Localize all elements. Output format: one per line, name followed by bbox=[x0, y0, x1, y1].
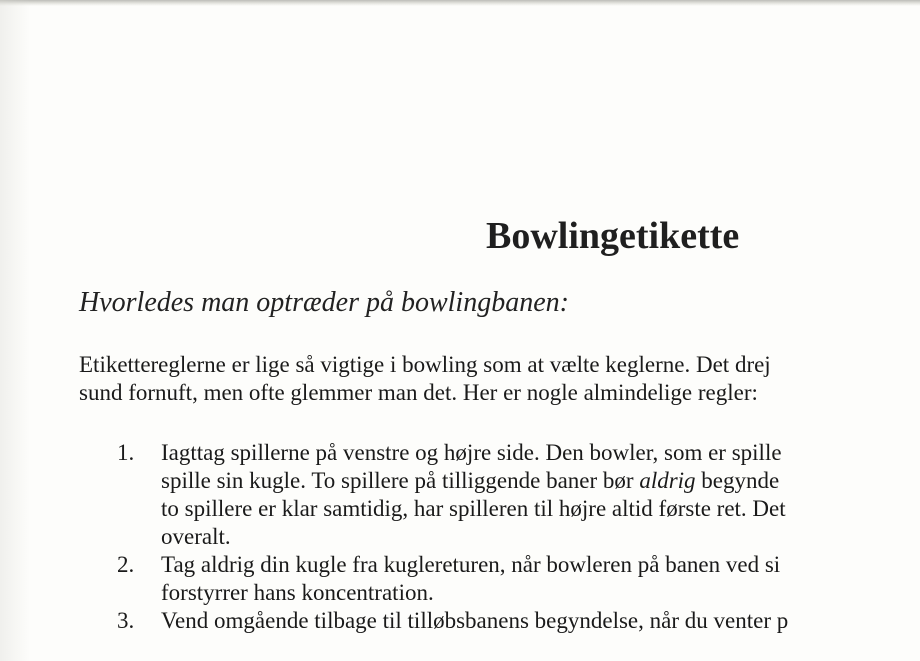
rule-text: spille sin kugle. To spillere på tilliggende baner bør bbox=[161, 468, 640, 493]
rule-line: forstyrrer hans koncentration. bbox=[161, 580, 434, 605]
rule-line: Iagttag spillerne på venstre og højre side. Den bowler, som er spille bbox=[161, 440, 782, 465]
rule-item bbox=[0, 551, 788, 607]
document-subtitle: Hvorledes man optræder på bowlingbanen: bbox=[79, 287, 569, 318]
rule-line: Vend omgående tilbage til tilløbsbanens begyndelse, når du venter p bbox=[161, 608, 789, 633]
rule-text: begynde bbox=[695, 468, 780, 493]
rule-number: 1. bbox=[117, 440, 135, 465]
document-title: Bowlingetikette bbox=[486, 215, 740, 257]
rule-item bbox=[0, 439, 788, 551]
intro-line: sund fornuft, men ofte glemmer man det. Her er nogle almindelige regler: bbox=[79, 380, 758, 405]
intro-line: Etikettereglerne er lige så vigtige i bowling som at vælte keglerne. Det drej bbox=[79, 352, 771, 377]
rule-line: overalt. bbox=[161, 524, 231, 549]
rule-emphasis: aldrig bbox=[639, 468, 696, 493]
rule-number: 2. bbox=[117, 552, 135, 577]
rules-list bbox=[0, 439, 788, 635]
rule-number: 3. bbox=[117, 608, 135, 633]
intro-paragraph bbox=[79, 351, 771, 407]
rule-line: to spillere er klar samtidig, har spilleren til højre altid første ret. Det bbox=[161, 496, 786, 521]
rule-item bbox=[0, 607, 788, 635]
rule-line bbox=[161, 467, 788, 495]
rule-line: Tag aldrig din kugle fra kuglereturen, når bowleren på banen ved si bbox=[161, 552, 781, 577]
